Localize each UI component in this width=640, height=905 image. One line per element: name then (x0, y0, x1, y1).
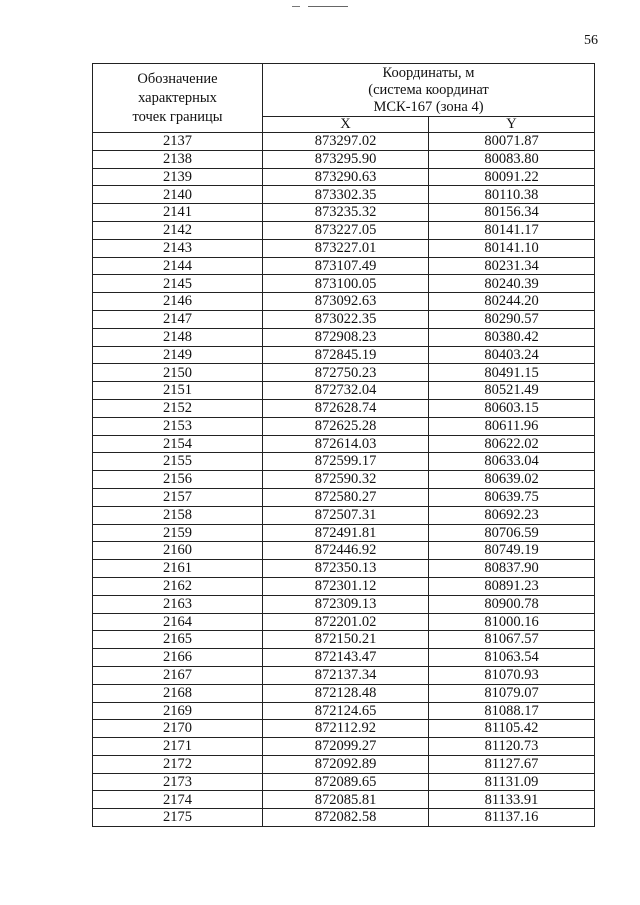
x-coordinate-cell: 872089.65 (263, 773, 429, 791)
page-number: 56 (584, 33, 598, 48)
table-row (93, 417, 595, 435)
table-row (93, 257, 595, 275)
x-coordinate-cell: 872845.19 (263, 346, 429, 364)
y-coordinate-cell: 81088.17 (429, 702, 595, 720)
point-cell: 2165 (93, 631, 263, 649)
x-coordinate-cell: 873227.05 (263, 221, 429, 239)
y-coordinate-cell: 80633.04 (429, 453, 595, 471)
table-row (93, 133, 595, 151)
table-row (93, 453, 595, 471)
y-coordinate-cell: 81000.16 (429, 613, 595, 631)
y-coordinate-cell: 80900.78 (429, 595, 595, 613)
y-coordinate-cell: 80692.23 (429, 506, 595, 524)
table-row (93, 364, 595, 382)
y-coordinate-cell: 80141.17 (429, 221, 595, 239)
point-cell: 2162 (93, 577, 263, 595)
x-coordinate-cell: 872309.13 (263, 595, 429, 613)
y-coordinate-cell: 80491.15 (429, 364, 595, 382)
y-coordinate-cell: 80091.22 (429, 168, 595, 186)
table-header (93, 64, 595, 133)
point-cell: 2139 (93, 168, 263, 186)
x-coordinate-cell: 872625.28 (263, 417, 429, 435)
coordinates-header (263, 64, 595, 117)
x-coordinate-cell: 873100.05 (263, 275, 429, 293)
x-coordinate-cell: 872628.74 (263, 399, 429, 417)
point-cell: 2172 (93, 755, 263, 773)
y-coordinate-cell: 80837.90 (429, 560, 595, 578)
point-cell: 2173 (93, 773, 263, 791)
point-cell: 2148 (93, 328, 263, 346)
y-coordinate-cell: 80603.15 (429, 399, 595, 417)
x-coordinate-cell: 873295.90 (263, 150, 429, 168)
point-cell: 2146 (93, 293, 263, 311)
y-coordinate-cell: 80240.39 (429, 275, 595, 293)
x-coordinate-cell: 872732.04 (263, 382, 429, 400)
point-cell: 2155 (93, 453, 263, 471)
x-coordinate-cell: 872112.92 (263, 720, 429, 738)
point-header-line-1: Обозначение (137, 70, 218, 87)
x-coordinate-cell: 872350.13 (263, 560, 429, 578)
table-row (93, 560, 595, 578)
y-coordinate-cell: 81105.42 (429, 720, 595, 738)
coords-header-line-3: МСК-167 (зона 4) (373, 98, 484, 115)
table-row (93, 310, 595, 328)
point-cell: 2137 (93, 133, 263, 151)
point-cell: 2171 (93, 738, 263, 756)
point-cell: 2174 (93, 791, 263, 809)
table-row (93, 275, 595, 293)
y-coordinate-cell: 81079.07 (429, 684, 595, 702)
y-coordinate-cell: 80622.02 (429, 435, 595, 453)
x-coordinate-cell: 872491.81 (263, 524, 429, 542)
point-cell: 2150 (93, 364, 263, 382)
point-cell: 2160 (93, 542, 263, 560)
table-row (93, 684, 595, 702)
x-coordinate-cell: 872507.31 (263, 506, 429, 524)
point-header-line-3: точек границы (132, 108, 223, 125)
y-coordinate-cell: 80244.20 (429, 293, 595, 311)
point-cell: 2142 (93, 221, 263, 239)
scan-mark (308, 6, 348, 7)
point-cell: 2170 (93, 720, 263, 738)
x-coordinate-cell: 872599.17 (263, 453, 429, 471)
x-coordinate-cell: 873235.32 (263, 204, 429, 222)
y-coordinate-cell: 80891.23 (429, 577, 595, 595)
y-coordinate-cell: 81067.57 (429, 631, 595, 649)
x-coordinate-cell: 873107.49 (263, 257, 429, 275)
point-cell: 2169 (93, 702, 263, 720)
x-coordinate-cell: 873227.01 (263, 239, 429, 257)
x-coordinate-cell: 873022.35 (263, 310, 429, 328)
y-coordinate-cell: 80110.38 (429, 186, 595, 204)
table-row (93, 221, 595, 239)
x-coordinate-cell: 872082.58 (263, 809, 429, 827)
table-row (93, 435, 595, 453)
table-row (93, 666, 595, 684)
y-coordinate-cell: 81133.91 (429, 791, 595, 809)
y-coordinate-cell: 80639.02 (429, 471, 595, 489)
y-coordinate-cell: 81127.67 (429, 755, 595, 773)
point-cell: 2167 (93, 666, 263, 684)
y-coordinate-cell: 80639.75 (429, 488, 595, 506)
x-coordinate-cell: 872590.32 (263, 471, 429, 489)
y-coordinate-cell: 80290.57 (429, 310, 595, 328)
x-coordinate-cell: 872128.48 (263, 684, 429, 702)
x-coordinate-cell: 872201.02 (263, 613, 429, 631)
y-coordinate-cell: 80611.96 (429, 417, 595, 435)
point-cell: 2154 (93, 435, 263, 453)
y-coordinate-cell: 80403.24 (429, 346, 595, 364)
point-cell: 2151 (93, 382, 263, 400)
point-cell: 2144 (93, 257, 263, 275)
coords-header-line-2: (система координат (368, 81, 489, 98)
table-row (93, 595, 595, 613)
point-cell: 2161 (93, 560, 263, 578)
point-cell: 2168 (93, 684, 263, 702)
table-row (93, 524, 595, 542)
table-row (93, 382, 595, 400)
point-cell: 2153 (93, 417, 263, 435)
x-coordinate-cell: 872143.47 (263, 649, 429, 667)
x-coordinate-cell: 872137.34 (263, 666, 429, 684)
point-cell: 2138 (93, 150, 263, 168)
coords-header-line-1: Координаты, м (382, 64, 475, 81)
point-cell: 2158 (93, 506, 263, 524)
point-cell: 2145 (93, 275, 263, 293)
point-header-line-2: характерных (138, 89, 217, 106)
y-coordinate-cell: 80706.59 (429, 524, 595, 542)
point-cell: 2164 (93, 613, 263, 631)
y-column-header: Y (429, 117, 595, 133)
table-row (93, 755, 595, 773)
point-cell: 2163 (93, 595, 263, 613)
x-coordinate-cell: 872301.12 (263, 577, 429, 595)
point-cell: 2152 (93, 399, 263, 417)
table-row (93, 150, 595, 168)
table-row (93, 577, 595, 595)
table-row (93, 773, 595, 791)
table-row (93, 471, 595, 489)
point-cell: 2140 (93, 186, 263, 204)
table-row (93, 488, 595, 506)
y-coordinate-cell: 80083.80 (429, 150, 595, 168)
x-coordinate-cell: 873092.63 (263, 293, 429, 311)
table-row (93, 613, 595, 631)
y-coordinate-cell: 81063.54 (429, 649, 595, 667)
table-row (93, 204, 595, 222)
y-coordinate-cell: 80071.87 (429, 133, 595, 151)
x-coordinate-cell: 872099.27 (263, 738, 429, 756)
point-cell: 2157 (93, 488, 263, 506)
y-coordinate-cell: 80231.34 (429, 257, 595, 275)
table-row (93, 631, 595, 649)
y-coordinate-cell: 81070.93 (429, 666, 595, 684)
x-coordinate-cell: 872614.03 (263, 435, 429, 453)
table-row (93, 542, 595, 560)
table-row (93, 328, 595, 346)
point-cell: 2159 (93, 524, 263, 542)
y-coordinate-cell: 81120.73 (429, 738, 595, 756)
y-coordinate-cell: 80156.34 (429, 204, 595, 222)
y-coordinate-cell: 80521.49 (429, 382, 595, 400)
point-cell: 2143 (93, 239, 263, 257)
point-cell: 2166 (93, 649, 263, 667)
point-cell: 2156 (93, 471, 263, 489)
table-row (93, 506, 595, 524)
x-coordinate-cell: 872580.27 (263, 488, 429, 506)
table-body (93, 133, 595, 827)
point-cell: 2175 (93, 809, 263, 827)
table-row (93, 649, 595, 667)
x-coordinate-cell: 872085.81 (263, 791, 429, 809)
point-cell: 2149 (93, 346, 263, 364)
table-row (93, 809, 595, 827)
y-coordinate-cell: 81137.16 (429, 809, 595, 827)
point-cell: 2141 (93, 204, 263, 222)
x-coordinate-cell: 873297.02 (263, 133, 429, 151)
x-column-header: X (263, 117, 429, 133)
x-coordinate-cell: 872150.21 (263, 631, 429, 649)
x-coordinate-cell: 872446.92 (263, 542, 429, 560)
scan-mark-left (292, 6, 300, 7)
y-coordinate-cell: 80380.42 (429, 328, 595, 346)
x-coordinate-cell: 872124.65 (263, 702, 429, 720)
y-coordinate-cell: 81131.09 (429, 773, 595, 791)
table-row (93, 346, 595, 364)
table-row (93, 186, 595, 204)
table-row (93, 168, 595, 186)
point-designation-header (93, 64, 263, 133)
x-coordinate-cell: 872092.89 (263, 755, 429, 773)
coordinates-table (92, 63, 595, 827)
table-row (93, 720, 595, 738)
table-row (93, 239, 595, 257)
table-row (93, 738, 595, 756)
y-coordinate-cell: 80749.19 (429, 542, 595, 560)
x-coordinate-cell: 872750.23 (263, 364, 429, 382)
x-coordinate-cell: 873290.63 (263, 168, 429, 186)
x-coordinate-cell: 873302.35 (263, 186, 429, 204)
x-coordinate-cell: 872908.23 (263, 328, 429, 346)
table-row (93, 399, 595, 417)
table-row (93, 791, 595, 809)
table-row (93, 293, 595, 311)
point-cell: 2147 (93, 310, 263, 328)
table-row (93, 702, 595, 720)
y-coordinate-cell: 80141.10 (429, 239, 595, 257)
